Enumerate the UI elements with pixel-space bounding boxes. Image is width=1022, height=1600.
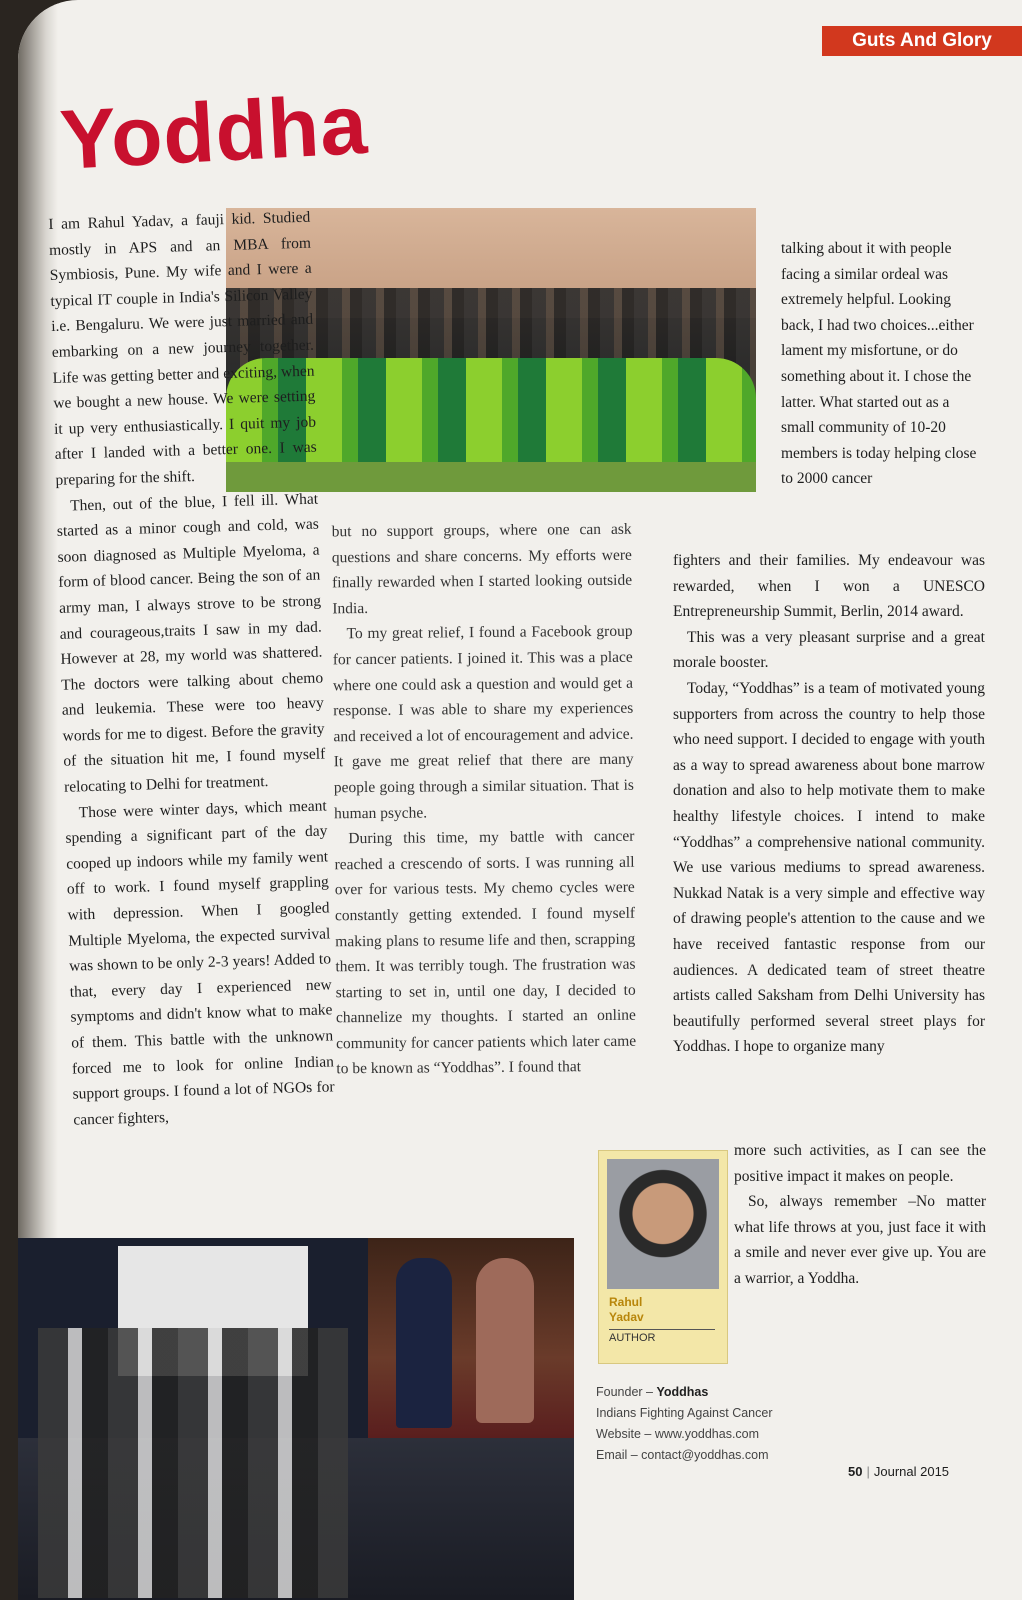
footer-separator: | bbox=[866, 1464, 870, 1479]
paragraph: I am Rahul Yadav, a fauji kid. Studied mostly in APS and an MBA from Symbiosis, Pune. My wife and I were a typical IT couple in India's Silicon Valley i.e. Bengaluru. We were just married and embarking on a new journey together. Life was getting better and exciting, when we bought a new house. We were setting it up very enthusiastically. I quit my job after I landed with a better one. I was preparing for the shift. bbox=[48, 208, 317, 489]
email-line: Email – contact@yoddhas.com bbox=[596, 1448, 769, 1462]
author-card bbox=[598, 1150, 728, 1364]
website-line: Website – www.yoddhas.com bbox=[596, 1427, 760, 1441]
presenter-figure bbox=[476, 1258, 534, 1423]
journal-label: Journal 2015 bbox=[873, 1464, 950, 1479]
page-footer bbox=[848, 1464, 949, 1479]
article-column-3-tail bbox=[734, 1138, 986, 1292]
tagline: Indians Fighting Against Cancer bbox=[596, 1406, 773, 1420]
author-portrait bbox=[607, 1159, 719, 1289]
paragraph: more such activities, as I can see the positive impact it makes on people. bbox=[734, 1142, 986, 1185]
paragraph: This was a very pleasant surprise and a great morale booster. bbox=[673, 628, 985, 672]
founder-label: Founder – bbox=[596, 1385, 657, 1399]
author-name bbox=[609, 1295, 644, 1325]
author-last-name: Yadav bbox=[609, 1310, 644, 1324]
author-info bbox=[596, 1382, 773, 1466]
founder-org: Yoddhas bbox=[656, 1385, 709, 1399]
paragraph: but no support groups, where one can ask questions and share concerns. My efforts were finally rewarded when I started looking outside India. bbox=[331, 520, 633, 618]
article-column-3-top: talking about it with people facing a similar ordeal was extremely helpful. Looking back, I had two choices...either lament my misfortune, or do something about it. I chose the latter. What started out as a small community of 10-20 members is today helping close to 2000 cancer bbox=[781, 240, 977, 488]
speaker-figure bbox=[396, 1258, 452, 1428]
author-first-name: Rahul bbox=[609, 1295, 643, 1309]
award-inset-photo bbox=[368, 1238, 574, 1438]
paragraph: During this time, my battle with cancer reached a crescendo of sorts. I was running all over for various tests. My chemo cycles were constantly getting extended. I found myself making plans to resume life and then, scrapping them. It was terribly tough. The frustration was starting to set in, until one day, I decided to channelize my thoughts. I started an online community for cancer patients which later came to be known as “Yoddhas”. I found that bbox=[334, 827, 637, 1078]
paragraph: So, always remember –No matter what life throws at you, just face it with a smile and never ever give up. You are a warrior, a Yoddha. bbox=[734, 1193, 986, 1287]
author-role: AUTHOR bbox=[609, 1329, 715, 1344]
paragraph: fighters and their families. My endeavour was rewarded, when I won a UNESCO Entrepreneurship Summit, Berlin, 2014 award. bbox=[673, 552, 985, 621]
article-column-2 bbox=[332, 517, 637, 1083]
paragraph: Today, “Yoddhas” is a team of motivated young supporters from across the country to help those who need support. I decided to engage with youth as a way to spread awareness about bone marrow donation and also to help motivate them to make healthy lifestyle choices. I intend to make “Yoddhas” a comprehensive national community. We use various mediums to spread awareness. Nukkad Natak is a very simple and effective way of drawing people's attention to the cause and we have received fantastic response from our audiences. A dedicated team of street theatre artists called Saksham from Delhi University has beautifully performed several street plays for Yoddhas. I hope to organize many bbox=[673, 679, 985, 1056]
event-photo bbox=[18, 1238, 574, 1600]
page-number: 50 bbox=[848, 1464, 863, 1479]
article-title: Yoddha bbox=[57, 76, 371, 187]
founder-line bbox=[596, 1382, 773, 1403]
paragraph: Those were winter days, which meant spending a significant part of the day cooped up indoors while my family went off to work. I found myself grappling with depression. When I googled Multiple Myeloma, the expected survival was shown to be only 2-3 years! Added to that, every day I experienced new symptoms and didn't know what to make of them. This battle with the unknown forced me to look for online Indian support groups. I found a lot of NGOs for cancer fighters, bbox=[65, 797, 335, 1129]
magazine-page bbox=[18, 0, 1022, 1600]
paragraph: Then, out of the blue, I fell ill. What started as a minor cough and cold, was soon diagnosed as Multiple Myeloma, a form of blood cancer. Being the son of an army man, I always strove to be strong and courageous,traits I saw in my dad. However at 28, my world was shattered. The doctors were talking about chemo and leukemia. These were too heavy words for me to digest. Before the gravity of the situation hit me, I found myself relocating to Delhi for treatment. bbox=[56, 490, 326, 796]
group-on-stage bbox=[38, 1328, 348, 1598]
paragraph: To my great relief, I found a Facebook group for cancer patients. I joined it. This was a place where one could ask a question and would get a response. I was able to share my experiences and received a lot of encouragement and advice. It gave me great relief that there are many people going through a similar situation. That is human psyche. bbox=[332, 623, 634, 822]
article-column-3 bbox=[673, 548, 985, 1060]
article-column-1 bbox=[48, 205, 336, 1133]
section-tab: Guts And Glory bbox=[822, 26, 1022, 56]
